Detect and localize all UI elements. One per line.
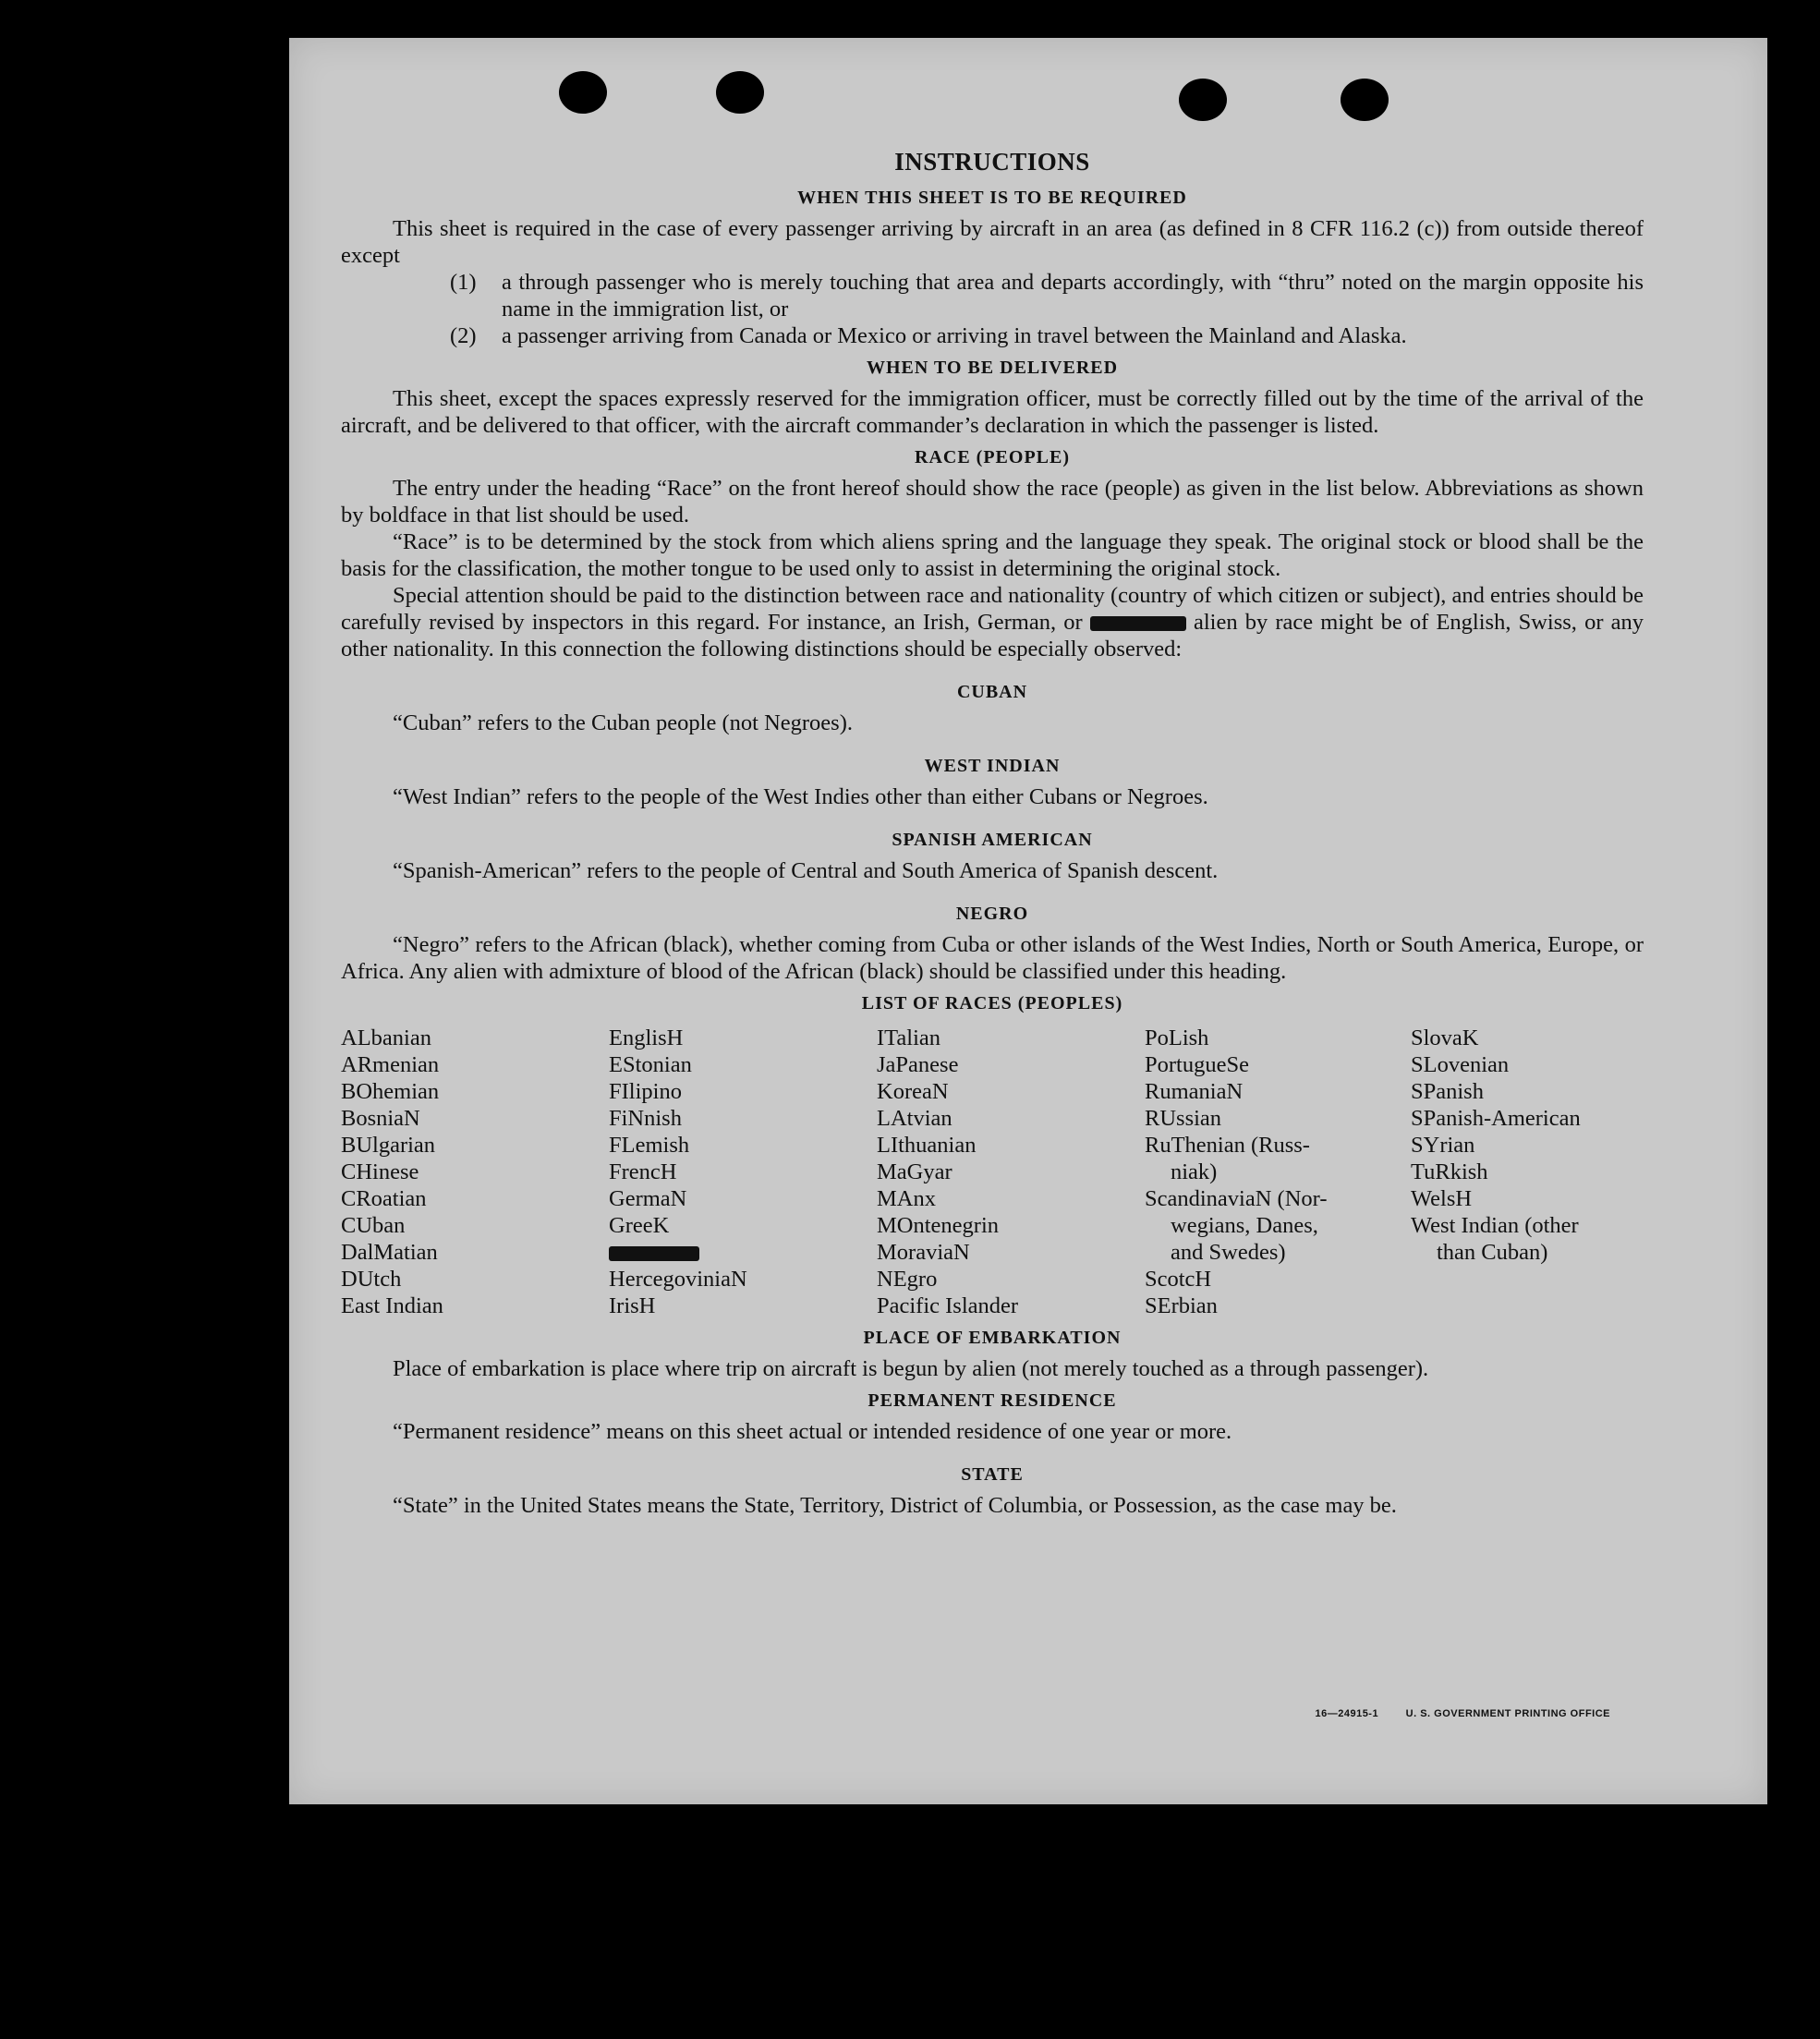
race-item: SPanish-American [1411,1106,1581,1131]
paragraph: “Race” is to be determined by the stock from which aliens spring and the language they speak. The original stock or blood shall be the basis for the classification, the mother tongue to be used only to assist in determining the original stock. [341,529,1644,581]
race-item: East Indian [341,1293,443,1318]
print-footer [1291,1708,1610,1719]
race-item: JaPanese [877,1052,959,1077]
list-item [450,269,1644,322]
race-item: MOntenegrin [877,1213,999,1238]
redaction-mark [609,1246,699,1261]
item-text: a passenger arriving from Canada or Mexico or arriving in travel between the Mainland and Alaska. [502,323,1407,348]
race-item: MoraviaN [877,1240,970,1265]
race-item: CRoatian [341,1186,427,1211]
race-item-continued [1145,1212,1411,1239]
race-item: WelsH [1411,1186,1473,1211]
paragraph: “Negro” refers to the African (black), whether coming from Cuba or other islands of the West Indies, North or South America, Europe, or Africa. Any alien with admixture of blood of the African (black) should be classified under this heading. [341,932,1644,984]
race-item: ITalian [877,1026,941,1050]
paragraph: “Permanent residence” means on this sheet actual or intended residence of one year or more. [393,1419,1232,1444]
race-item: IrisH [609,1293,656,1318]
punch-hole [1179,79,1227,121]
section-heading: NEGRO [955,904,1029,924]
section-heading: WHEN THIS SHEET IS TO BE REQUIRED [797,188,1187,208]
race-item: SErbian [1145,1293,1218,1318]
paragraph: “State” in the United States means the State, Territory, District of Columbia, or Possession, as the case may be. [393,1493,1397,1518]
race-item: ScandinaviaN (Nor- [1145,1186,1328,1211]
race-item: CUban [341,1213,406,1238]
race-item: ScotcH [1145,1267,1212,1292]
paragraph: “West Indian” refers to the people of the West Indies other than either Cubans or Negroes. [393,784,1208,809]
race-item: SYrian [1411,1133,1475,1158]
page-title: INSTRUCTIONS [894,148,1090,176]
race-item: DalMatian [341,1240,438,1265]
punch-hole [716,71,764,114]
race-item: RumaniaN [1145,1079,1244,1104]
race-item: MAnx [877,1186,936,1211]
race-column [1411,1025,1651,1319]
race-item-continued [1145,1239,1411,1266]
section-heading: PLACE OF EMBARKATION [863,1328,1122,1348]
race-item: EStonian [609,1052,692,1077]
paragraph: Place of embarkation is place where trip on aircraft is begun by alien (not merely touched as a through passenger). [393,1356,1429,1381]
race-item: DUtch [341,1267,402,1292]
race-column [1145,1025,1411,1319]
instructions-content [341,149,1644,1519]
race-item: PortugueSe [1145,1052,1249,1077]
punch-hole [559,71,607,114]
race-item-redacted [609,1239,877,1266]
paragraph-part: Special attention should be paid to the distinction between race and nationality (country of which citizen or subject), and entries should be carefully revised by inspectors in this regard. For instance, an Irish, German, or [341,583,1644,635]
race-item: NEgro [877,1267,938,1292]
section-heading: WEST INDIAN [924,756,1061,776]
paragraph: The entry under the heading “Race” on the front hereof should show the race (people) as given in the list below. Abbreviations as shown by boldface in that list should be used. [341,476,1644,528]
race-column [877,1025,1145,1319]
item-text: a through passenger who is merely touching that area and departs accordingly, with “thru” noted on the margin opposite his name in the immigration list, or [502,270,1644,322]
race-item-part: niak) [1171,1159,1218,1184]
race-item: FLemish [609,1133,690,1158]
race-item: RuThenian (Russ- [1145,1133,1310,1158]
race-item: SLovenian [1411,1052,1510,1077]
race-item: BUlgarian [341,1133,436,1158]
race-item: HercegoviniaN [609,1267,747,1292]
race-item: FrencH [609,1159,677,1184]
paragraph: This sheet is required in the case of every passenger arriving by aircraft in an area (as defined in 8 CFR 116.2 (c)) from outside thereof except [341,216,1644,268]
race-item: SlovaK [1411,1026,1479,1050]
race-item: LIthuanian [877,1133,977,1158]
race-item-part: wegians, Danes, [1171,1213,1318,1238]
race-item: GermaN [609,1186,687,1211]
race-item: EnglisH [609,1026,684,1050]
paragraph: “Spanish-American” refers to the people of Central and South America of Spanish descent. [393,858,1219,883]
race-column [609,1025,877,1319]
race-item: CHinese [341,1159,419,1184]
printer-credit: U. S. GOVERNMENT PRINTING OFFICE [1405,1708,1610,1719]
race-item: PoLish [1145,1026,1209,1050]
race-item-part: and Swedes) [1171,1240,1286,1265]
race-item-part: than Cuban) [1437,1240,1548,1265]
race-item: TuRkish [1411,1159,1488,1184]
item-number: (2) [450,323,477,348]
race-column [341,1025,609,1319]
race-item: RUssian [1145,1106,1222,1131]
race-item: ALbanian [341,1026,431,1050]
document-sheet [289,38,1767,1804]
paragraph [341,582,1644,662]
race-item: KoreaN [877,1079,949,1104]
section-heading: LIST OF RACES (PEOPLES) [861,993,1123,1013]
paragraph-part: alien by race might be of English, Swiss, or any other nationality. In this connection the following distinctions should be especially observed: [341,610,1644,661]
section-heading: STATE [961,1464,1024,1485]
race-item: LAtvian [877,1106,952,1131]
race-item: FiNnish [609,1106,682,1131]
list-item [450,322,1644,349]
race-item: FIlipino [609,1079,682,1104]
race-item-continued [1411,1239,1651,1266]
race-item: ARmenian [341,1052,440,1077]
paragraph: “Cuban” refers to the Cuban people (not Negroes). [393,710,853,735]
race-item-continued [1145,1159,1411,1185]
race-item: SPanish [1411,1079,1484,1104]
race-item: West Indian (other [1411,1213,1579,1238]
form-number: 16—24915-1 [1315,1708,1379,1719]
race-item: BosniaN [341,1106,420,1131]
section-heading: SPANISH AMERICAN [892,830,1093,850]
item-number: (1) [450,270,477,295]
race-item: Pacific Islander [877,1293,1019,1318]
section-heading: PERMANENT RESIDENCE [868,1390,1117,1411]
section-heading: WHEN TO BE DELIVERED [866,358,1119,378]
redaction-mark [1090,616,1186,631]
race-item: BOhemian [341,1079,440,1104]
punch-hole [1341,79,1389,121]
section-heading: RACE (PEOPLE) [915,447,1070,467]
race-item: MaGyar [877,1159,952,1184]
paragraph: This sheet, except the spaces expressly reserved for the immigration officer, must be correctly filled out by the time of the arrival of the aircraft, and be delivered to that officer, with the aircraft commander’s declaration in which the passenger is listed. [341,386,1644,438]
section-heading: CUBAN [956,682,1028,702]
race-list [341,1025,1644,1319]
race-item: GreeK [609,1213,670,1238]
